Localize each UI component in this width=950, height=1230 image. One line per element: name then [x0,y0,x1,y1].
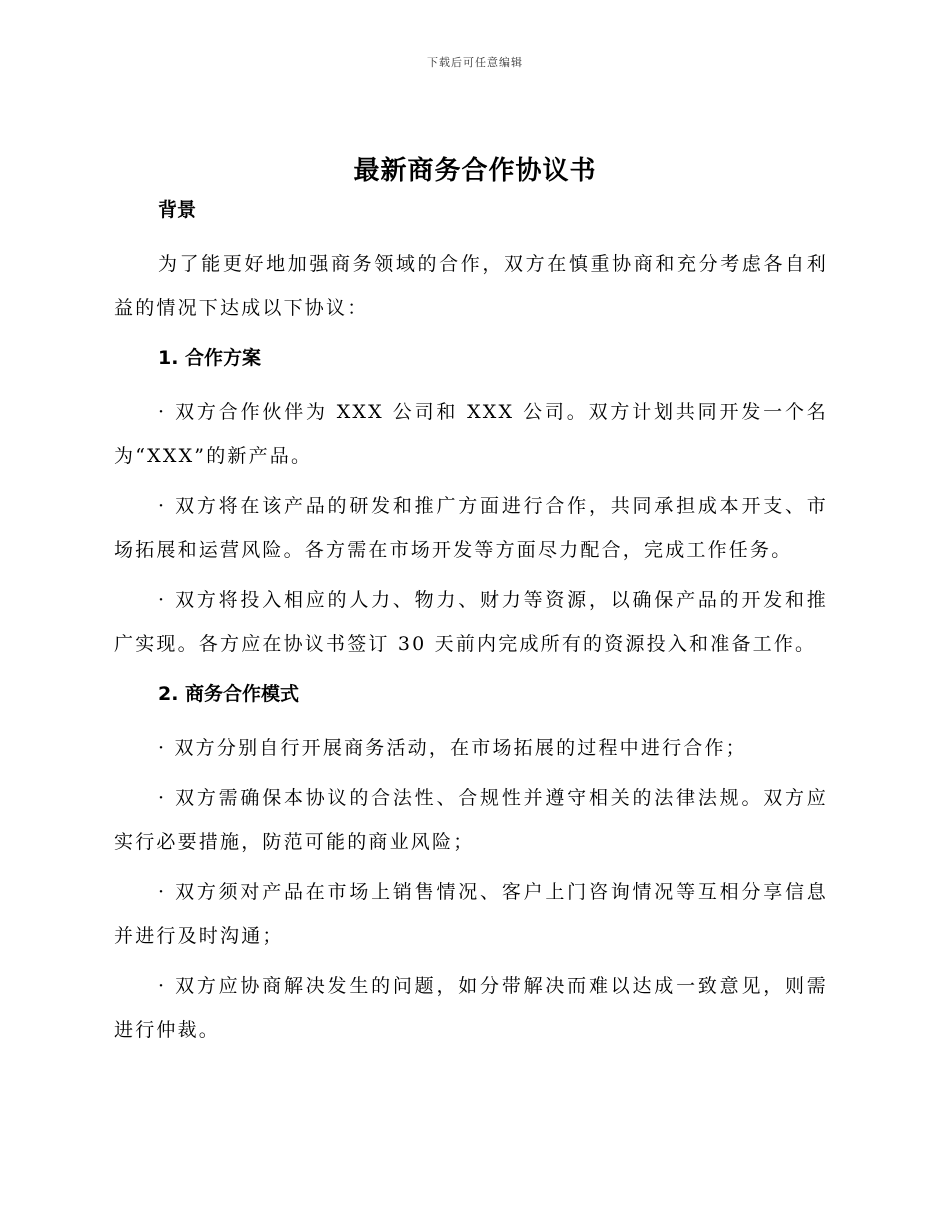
section-business-model [114,678,828,1052]
paragraph: · 双方分别自行开展商务活动，在市场拓展的过程中进行合作； [158,737,747,759]
paragraph: · 双方将投入相应的人力、物力、财力等资源，以确保产品的开发和推广实现。各方应在协议书签订 30 天前内完成所有的资源投入和准备工作。 [114,589,828,655]
paragraph: · 双方应协商解决发生的问题，如分带解决而难以达成一致意见，则需进行仲裁。 [114,975,828,1041]
section-background [114,194,828,330]
document-title: 最新商务合作协议书 [353,156,597,186]
section-heading: 背景 [158,199,197,221]
paragraph: · 双方合作伙伴为 XXX 公司和 XXX 公司。双方计划共同开发一个名为“XXX”的新产品。 [114,401,828,467]
header-note: 下载后可任意编辑 [427,56,523,69]
paragraph: · 双方须对产品在市场上销售情况、客户上门咨询情况等互相分享信息并进行及时沟通； [114,881,828,947]
paragraph: · 双方需确保本协议的合法性、合规性并遵守相关的法律法规。双方应实行必要措施，防范可能的商业风险； [114,787,828,853]
paragraph: · 双方将在该产品的研发和推广方面进行合作，共同承担成本开支、市场拓展和运营风险。各方需在市场开发等方面尽力配合，完成工作任务。 [114,495,828,561]
section-heading: 1. 合作方案 [158,347,262,369]
section-cooperation-plan [114,342,828,666]
document-body [114,194,828,1052]
paragraph: 为了能更好地加强商务领域的合作，双方在慎重协商和充分考虑各自利益的情况下达成以下协议： [114,253,828,319]
section-heading: 2. 商务合作模式 [158,683,300,705]
